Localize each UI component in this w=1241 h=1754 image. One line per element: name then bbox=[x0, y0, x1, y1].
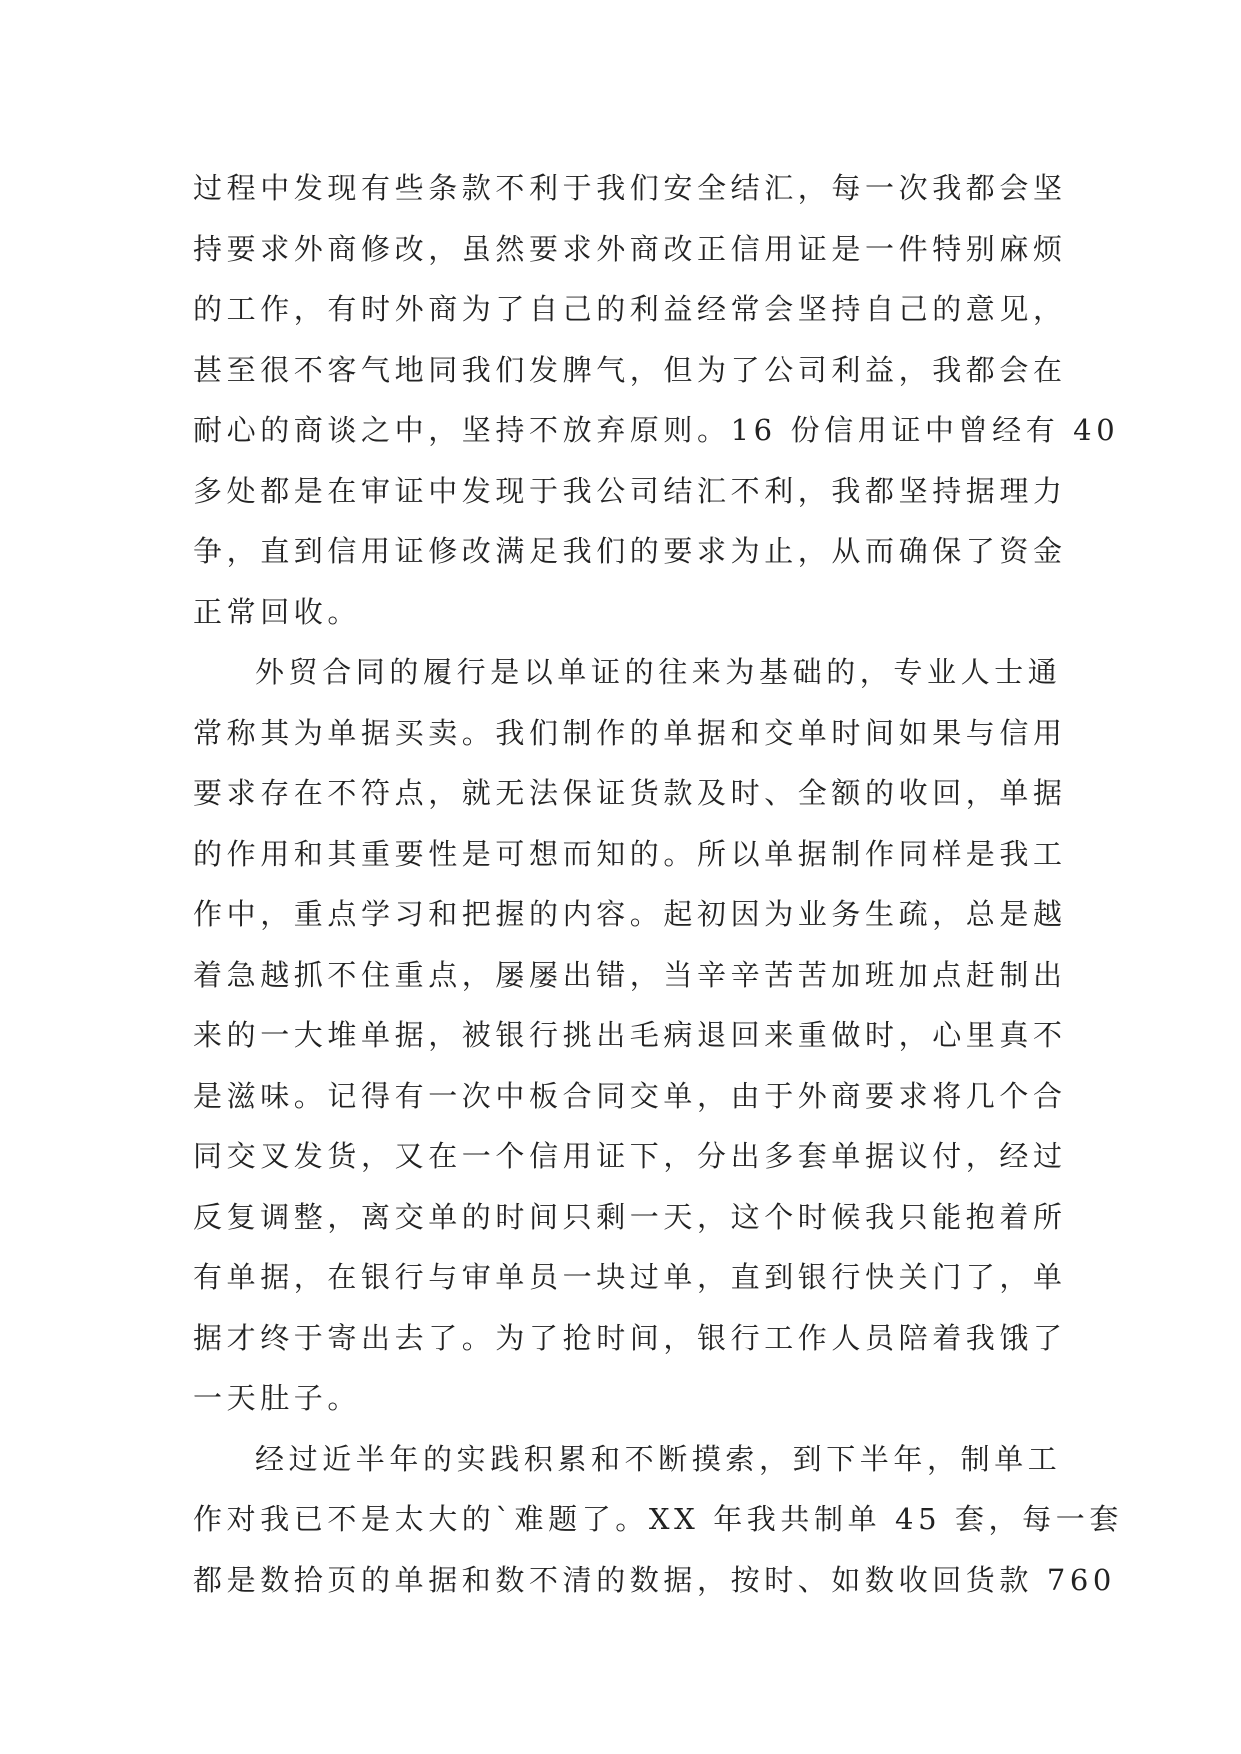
text-line: 要求存在不符点，就无法保证货款及时、全额的收回，单据 bbox=[193, 776, 1067, 810]
text-line: 的工作，有时外商为了自己的利益经常会坚持自己的意见， bbox=[193, 292, 1067, 326]
text-line: 据才终于寄出去了。为了抢时间，银行工作人员陪着我饿了 bbox=[193, 1320, 1067, 1355]
text-line: 正常回收。 bbox=[193, 594, 362, 629]
text-line: 反复调整，离交单的时间只剩一天，这个时候我只能抱着所 bbox=[193, 1199, 1067, 1234]
text-line: 着急越抓不住重点，屡屡出错，当辛辛苦苦加班加点赶制出 bbox=[193, 957, 1067, 992]
text-line: 甚至很不客气地同我们发脾气，但为了公司利益，我都会在 bbox=[193, 352, 1067, 387]
text-line: 有单据，在银行与审单员一块过单，直到银行快关门了，单 bbox=[193, 1260, 1067, 1294]
text-line: 来的一大堆单据，被银行挑出毛病退回来重做时，心里真不 bbox=[193, 1018, 1067, 1052]
text-line: 常称其为单据买卖。我们制作的单据和交单时间如果与信用 bbox=[193, 715, 1067, 750]
text-line: 过程中发现有些条款不利于我们安全结汇，每一次我都会坚 bbox=[193, 171, 1067, 205]
text-line: 的作用和其重要性是可想而知的。所以单据制作同样是我工 bbox=[193, 836, 1067, 871]
text-line: 作对我已不是太大的`难题了。XX 年我共制单 45 套，每一套 bbox=[193, 1502, 1123, 1536]
text-line: 多处都是在审证中发现于我公司结汇不利，我都坚持据理力 bbox=[193, 473, 1067, 508]
text-line: 作中，重点学习和把握的内容。起初因为业务生疏，总是越 bbox=[193, 897, 1067, 931]
text-line: 是滋味。记得有一次中板合同交单，由于外商要求将几个合 bbox=[193, 1078, 1067, 1113]
text-line: 都是数拾页的单据和数不清的数据，按时、如数收回货款 760 bbox=[193, 1562, 1116, 1597]
text-line: 一天肚子。 bbox=[193, 1381, 362, 1415]
text-line: 耐心的商谈之中，坚持不放弃原则。16 份信用证中曾经有 40 bbox=[193, 413, 1120, 447]
text-line: 持要求外商修改，虽然要求外商改正信用证是一件特别麻烦 bbox=[193, 231, 1067, 266]
text-line: 经过近半年的实践积累和不断摸索，到下半年，制单工 bbox=[255, 1441, 1062, 1476]
body-text bbox=[193, 158, 1123, 1610]
text-line: 外贸合同的履行是以单证的往来为基础的，专业人士通 bbox=[255, 655, 1062, 689]
text-line: 争，直到信用证修改满足我们的要求为止，从而确保了资金 bbox=[193, 534, 1067, 568]
text-line: 同交叉发货，又在一个信用证下，分出多套单据议付，经过 bbox=[193, 1139, 1067, 1173]
